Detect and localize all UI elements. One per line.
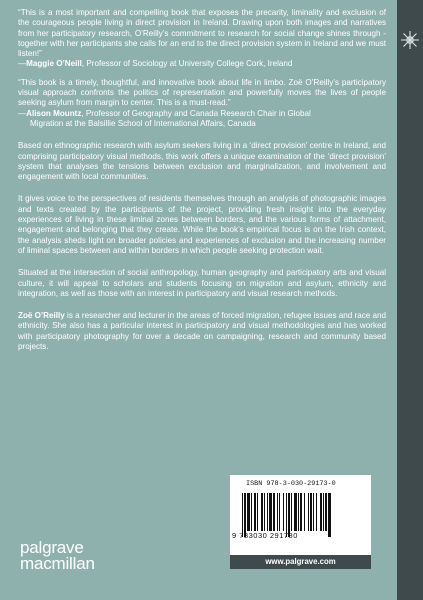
barcode-number: 9 783030 291730 bbox=[232, 531, 298, 540]
quote-attribution bbox=[18, 59, 386, 69]
back-cover-text bbox=[18, 8, 386, 352]
palgrave-star-icon bbox=[400, 30, 420, 50]
publisher-logo-line2: macmillan bbox=[20, 554, 95, 573]
attribution-dash: — bbox=[18, 108, 27, 118]
endorser-name: Alison Mountz bbox=[26, 108, 82, 118]
publisher-website: www.palgrave.com bbox=[230, 555, 371, 569]
book-spine bbox=[397, 0, 423, 600]
publisher-logo-line1: palgrave bbox=[20, 538, 84, 557]
description-paragraph: It gives voice to the perspectives of residents themselves through an analysis of photographic images and texts created by the participants of the project, providing fresh insight into the everyday experiences of living in these liminal zones between borders, and the various forms of attachment, engagement and belonging that they create. While the book’s empirical focus is on the Irish context, the analysis sheds light on broader policies and experiences of exclusion and the increasing number of liminal spaces between and within borders in which people seeking protection wait. bbox=[18, 194, 386, 255]
description-paragraph: Based on ethnographic research with asylum seekers living in a ‘direct provision’ centre in Ireland, and comprising participatory visual methods, this work offers a unique examination of the ‘direct provision’ system that analyses the tensions between exclusion and marginalization, and involvement and engagement with local communities. bbox=[18, 141, 386, 182]
endorser-affiliation: , Professor of Geography and Canada Research Chair in Global bbox=[81, 108, 311, 118]
author-bio bbox=[18, 311, 386, 352]
quote-attribution bbox=[18, 109, 386, 130]
endorser-name: Maggie O’Neill bbox=[26, 59, 82, 69]
quote-text: “This is a most important and compelling book that exposes the precarity, liminality and exclusion of the courageous people living in direct provision in Ireland. Drawing upon both images and narratives from her participatory research, O’Reilly’s commitment to research for social change shines through - together with her participants she calls for an end to the direct provision system in Ireland and we must listen!” bbox=[18, 8, 386, 59]
author-bio-text: is a researcher and lecturer in the areas of forced migration, refugee issues and race and ethnicity. She also has a particular interest in participatory and visual methodologies and has worked with participatory photography for over a decade on campaigning, research and community based projects. bbox=[18, 311, 387, 352]
publisher-logo bbox=[20, 540, 95, 572]
attribution-dash: — bbox=[18, 59, 27, 69]
author-name: Zoë O’Reilly bbox=[18, 311, 65, 321]
endorsement-quote bbox=[18, 8, 386, 70]
endorser-affiliation-cont: Migration at the Balsillie School of International Affairs, Canada bbox=[30, 118, 256, 128]
quote-text: “This book is a timely, thoughtful, and innovative book about life in limbo. Zoë O’Reilly’s participatory visual approach confronts the politics of representation and powerfully moves the lives of people seeking asylum from margin to center. This is a must-read.” bbox=[18, 77, 386, 108]
endorsement-quote bbox=[18, 78, 386, 129]
endorser-affiliation: , Professor of Sociology at University College Cork, Ireland bbox=[81, 59, 293, 69]
description-paragraph: Situated at the intersection of social anthropology, human geography and participatory arts and visual culture, it will appeal to scholars and students focusing on migration and asylum, ethnicity and integration, as well as those with an interest in participatory and visual research methods. bbox=[18, 268, 386, 298]
isbn-barcode-box bbox=[230, 475, 371, 569]
isbn-label: ISBN 978-3-030-29173-0 bbox=[246, 480, 336, 488]
